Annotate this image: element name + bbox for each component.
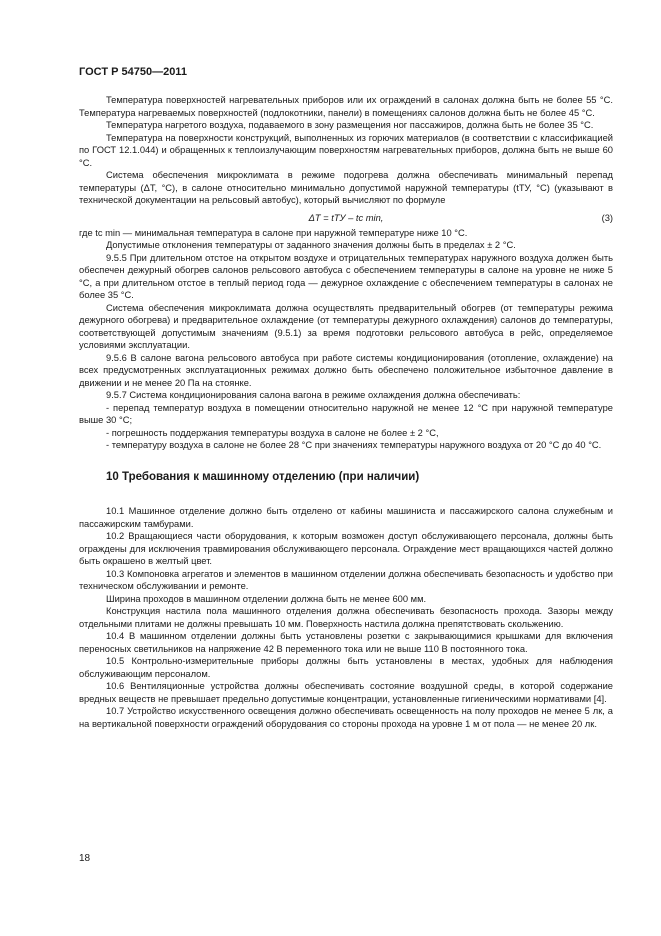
clause-9-5-5: 9.5.5 При длительном отстое на открытом воздухе и отрицательных температурах наружного воздуха должен быть обеспечен дежурный обогрев салонов рельсового автобуса с обеспечением температуры в салоне на уровне не ниже 5 °С, а при длительном отстое в теплый период года — дежурное охлаждение с обеспечением температуры в салонах не более 35 °С.	[79, 252, 613, 300]
paragraph: Температура поверхностей нагревательных приборов или их ограждений в салонах должна быть не более 55 °С. Температура нагреваемых поверхностей (подлокотники, панели) в помещениях салонов должна быть не более 45 °С.	[79, 95, 613, 118]
clause-10-3: 10.3 Компоновка агрегатов и элементов в машинном отделении должна обеспечивать безопасность и удобство при техническом обслуживании и ремонте.	[79, 568, 613, 591]
formula-expression: ΔT = tТУ – tс min,	[308, 212, 384, 223]
formula-3	[79, 212, 613, 226]
clause-9-5-7: 9.5.7 Система кондиционирования салона вагона в режиме охлаждения должна обеспечивать:	[106, 390, 521, 400]
paragraph: Температура на поверхности конструкций, выполненных из горючих материалов (в соответствии с классификацией по ГОСТ 12.1.044) и обращенных к теплоизлучающим поверхностям нагревательных приборов, должна быть не выше 60 °С.	[79, 132, 613, 168]
formula-number: (3)	[601, 212, 613, 223]
paragraph: Ширина проходов в машинном отделении должна быть не менее 600 мм.	[106, 593, 427, 604]
clause-10-6: 10.6 Вентиляционные устройства должны обеспечивать состояние воздушной среды, в которой содержание вредных веществ не превышает предельно допустимые концентрации, установленные гигиеническими нормативами [4].	[79, 681, 613, 704]
list-item: - погрешность поддержания температуры воздуха в салоне не более ± 2 °С,	[106, 427, 439, 438]
clause-10-5: 10.5 Контрольно-измерительные приборы должны быть установлены в местах, удобных для наблюдения обслуживающим персоналом.	[79, 656, 613, 679]
paragraph: Температура нагретого воздуха, подаваемого в зону размещения ног пассажиров, должна быть не более 35 °С.	[106, 120, 594, 130]
clause-10-2: 10.2 Вращающиеся части оборудования, к которым возможен доступ обслуживающего персонала, должны быть ограждены для исключения травмирования обслуживающего персонала. Ограждение мест вращающихся частей должно быть окрашено в желтый цвет.	[79, 531, 613, 566]
list-item: - температуру воздуха в салоне не более 28 °С при значениях температуры наружного воздуха от 20 °С до 40 °С.	[106, 440, 602, 450]
document-body	[79, 94, 613, 730]
clause-9-5-6: 9.5.6 В салоне вагона рельсового автобуса при работе системы кондиционирования (отопление, охлаждение) на всех предусмотренных эксплуатационных режимах должно быть обеспечено положительное избыточное давление в движении и не менее 20 Па на стоянке.	[79, 352, 613, 388]
clause-10-1: 10.1 Машинное отделение должно быть отделено от кабины машиниста и пассажирского салона служебным и пассажирским тамбурами.	[79, 506, 613, 529]
document-header: ГОСТ Р 54750—2011	[79, 66, 187, 78]
clause-10-7: 10.7 Устройство искусственного освещения должно обеспечивать освещенность на полу проходов не менее 5 лк, а на вертикальной поверхности ограждений оборудования со стороны прохода на уровне 1 м от пола — не менее 20 лк.	[79, 706, 613, 729]
paragraph: Допустимые отклонения температуры от заданного значения должны быть в пределах ± 2 °С.	[106, 240, 516, 250]
page-number: 18	[79, 853, 91, 864]
paragraph: Система обеспечения микроклимата должна осуществлять предварительный обогрев (от температуры режима дежурного обогрева) и предварительное охлаждение (от температуры дежурного охлаждения) салонов до температуры, соответствующей допустимым значениям (9.5.1) за время подготовки рельсового автобуса в рейс, определяемое условиями эксплуатации.	[79, 302, 613, 350]
formula-explanation: где tс min — минимальная температура в салоне при наружной температуре ниже 10 °С.	[79, 227, 468, 238]
clause-10-4: 10.4 В машинном отделении должны быть установлены розетки с закрывающимися крышками для включения переносных светильников на напряжение 42 В переменного тока или не выше 110 В постоянного тока.	[79, 631, 613, 654]
section-title: 10 Требования к машинному отделению (при наличии)	[106, 470, 420, 483]
list-item: - перепад температур воздуха в помещении относительно наружной не менее 12 °С при наружной температуре выше 30 °С;	[79, 402, 613, 425]
paragraph: Конструкция настила пола машинного отделения должна обеспечивать безопасность прохода. Зазоры между отдельными плитами не должны превышать 10 мм. Поверхность настила должна препятствовать скольжению.	[79, 606, 613, 629]
paragraph: Система обеспечения микроклимата в режиме подогрева должна обеспечивать минимальный перепад температуры (ΔT, °С), в салоне относительно минимально допустимой наружной температуры (tТУ, °С) (указывают в технической документации на рельсовый автобус), который вычисляют по формуле	[79, 170, 613, 205]
